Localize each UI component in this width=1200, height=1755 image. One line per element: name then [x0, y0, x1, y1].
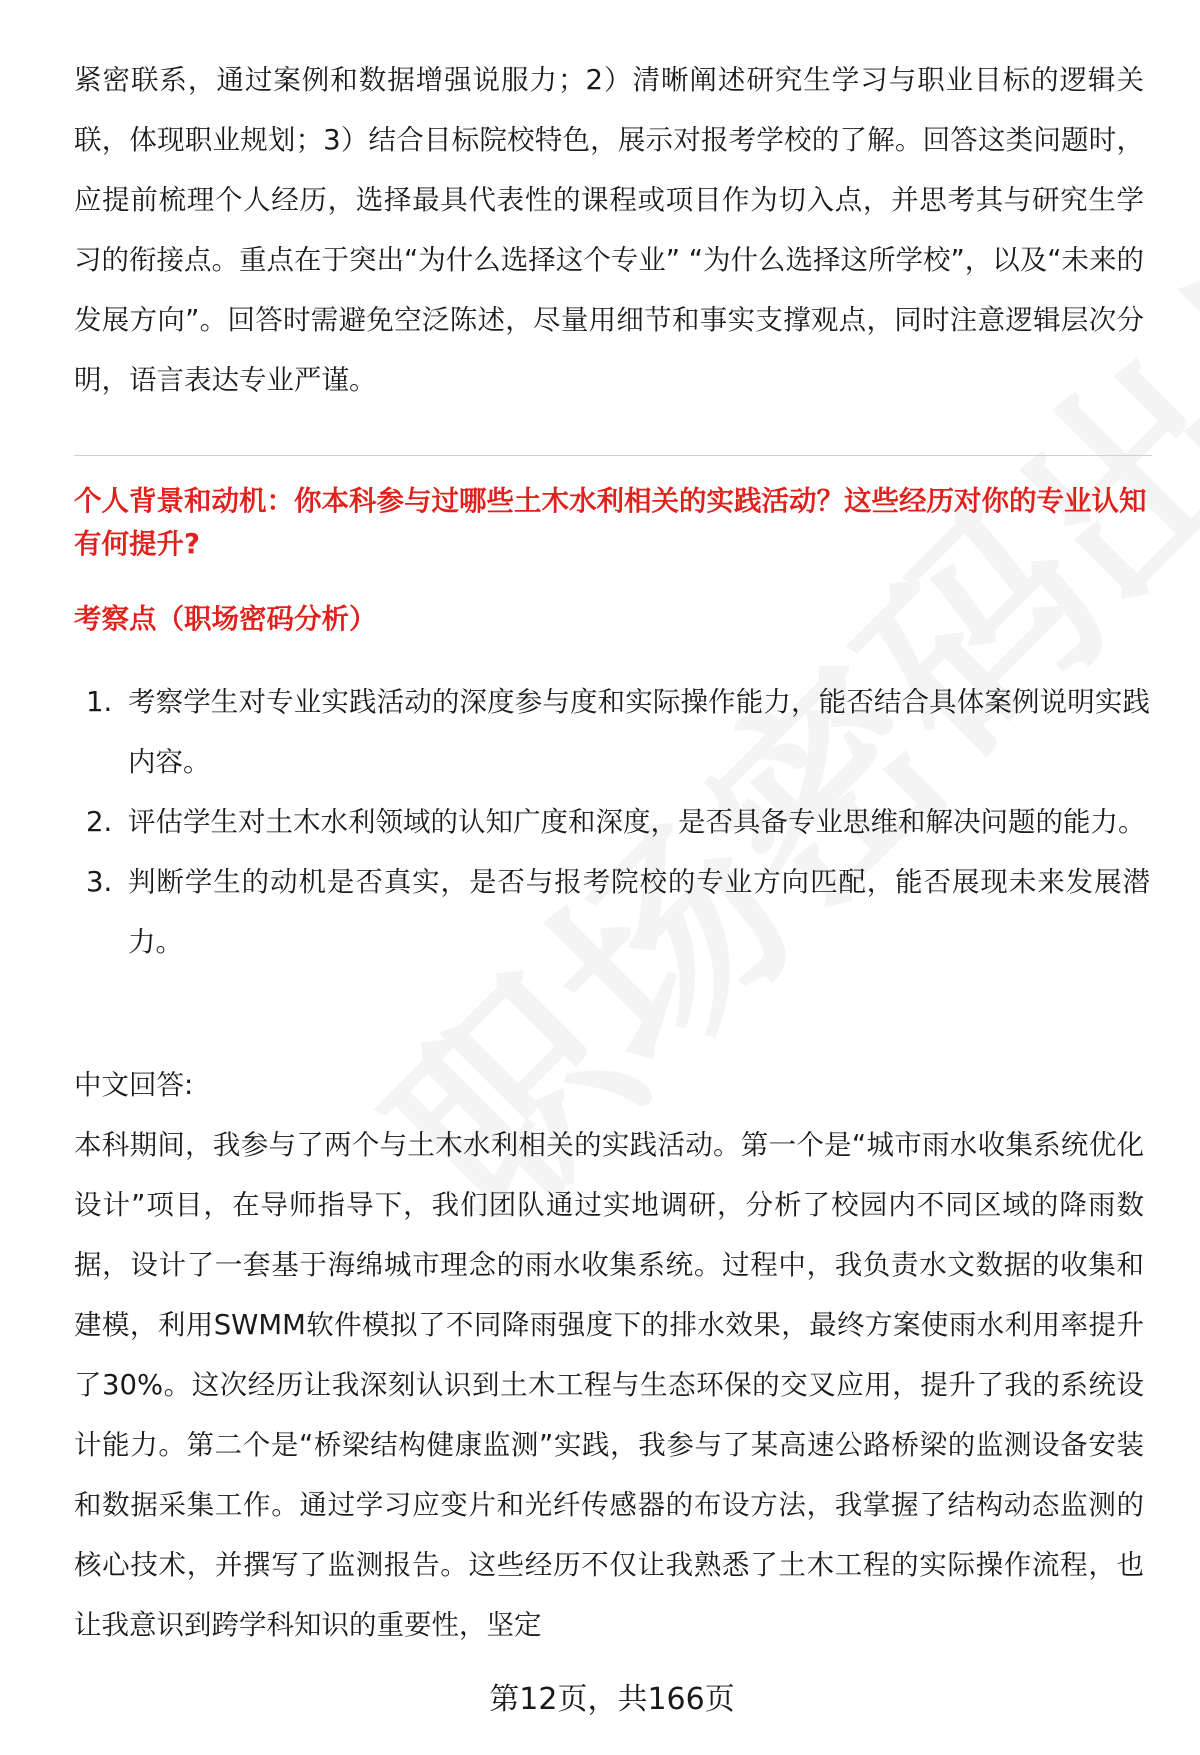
list-number: 2.: [86, 806, 113, 838]
list-item-text: 判断学生的动机是否真实，是否与报考院校的专业方向匹配，能否展现未来发展潜力。: [128, 866, 1150, 958]
focus-points-list: [74, 672, 1150, 972]
list-item-text: 评估学生对土木水利领域的认知广度和深度，是否具备专业思维和解决问题的能力。: [128, 806, 1146, 838]
list-item: [74, 672, 1150, 792]
list-item: [74, 852, 1150, 972]
question-heading: 个人背景和动机：你本科参与过哪些土木水利相关的实践活动？这些经历对你的专业认知有何提升?: [74, 485, 1147, 560]
answer-paragraph: 本科期间，我参与了两个与土木水利相关的实践活动。第一个是“城市雨水收集系统优化设计”项目，在导师指导下，我们团队通过实地调研，分析了校园内不同区域的降雨数据，设计了一套基于海绵城市理念的雨水收集系统。过程中，我负责水文数据的收集和建模，利用SWMM软件模拟了不同降雨强度下的排水效果，最终方案使雨水利用率提升了30%。这次经历让我深刻认识到土木工程与生态环保的交叉应用，提升了我的系统设计能力。第二个是“桥梁结构健康监测”实践，我参与了某高速公路桥梁的监测设备安装和数据采集工作。通过学习应变片和光纤传感器的布设方法，我掌握了结构动态监测的核心技术，并撰写了监测报告。这些经历不仅让我熟悉了土木工程的实际操作流程，也让我意识到跨学科知识的重要性，坚定: [74, 1129, 1144, 1641]
section-divider: [74, 455, 1152, 456]
focus-heading: 考察点（职场密码分析）: [74, 603, 377, 635]
list-number: 3.: [86, 866, 113, 898]
list-item-text: 考察学生对专业实践活动的深度参与度和实际操作能力，能否结合具体案例说明实践内容。: [128, 686, 1150, 778]
page-number: 第12页，共166页: [489, 1682, 735, 1717]
list-number: 1.: [86, 686, 113, 718]
document-page: [74, 0, 1150, 1755]
answer-label: 中文回答:: [74, 1069, 194, 1101]
list-item: [74, 792, 1150, 852]
intro-paragraph: 紧密联系，通过案例和数据增强说服力；2）清晰阐述研究生学习与职业目标的逻辑关联，体现职业规划；3）结合目标院校特色，展示对报考学校的了解。回答这类问题时，应提前梳理个人经历，选择最具代表性的课程或项目作为切入点，并思考其与研究生学习的衔接点。重点在于突出“为什么选择这个专业” “为什么选择这所学校”，以及“未来的发展方向”。回答时需避免空泛陈述，尽量用细节和事实支撑观点，同时注意逻辑层次分明，语言表达专业严谨。: [74, 64, 1144, 396]
